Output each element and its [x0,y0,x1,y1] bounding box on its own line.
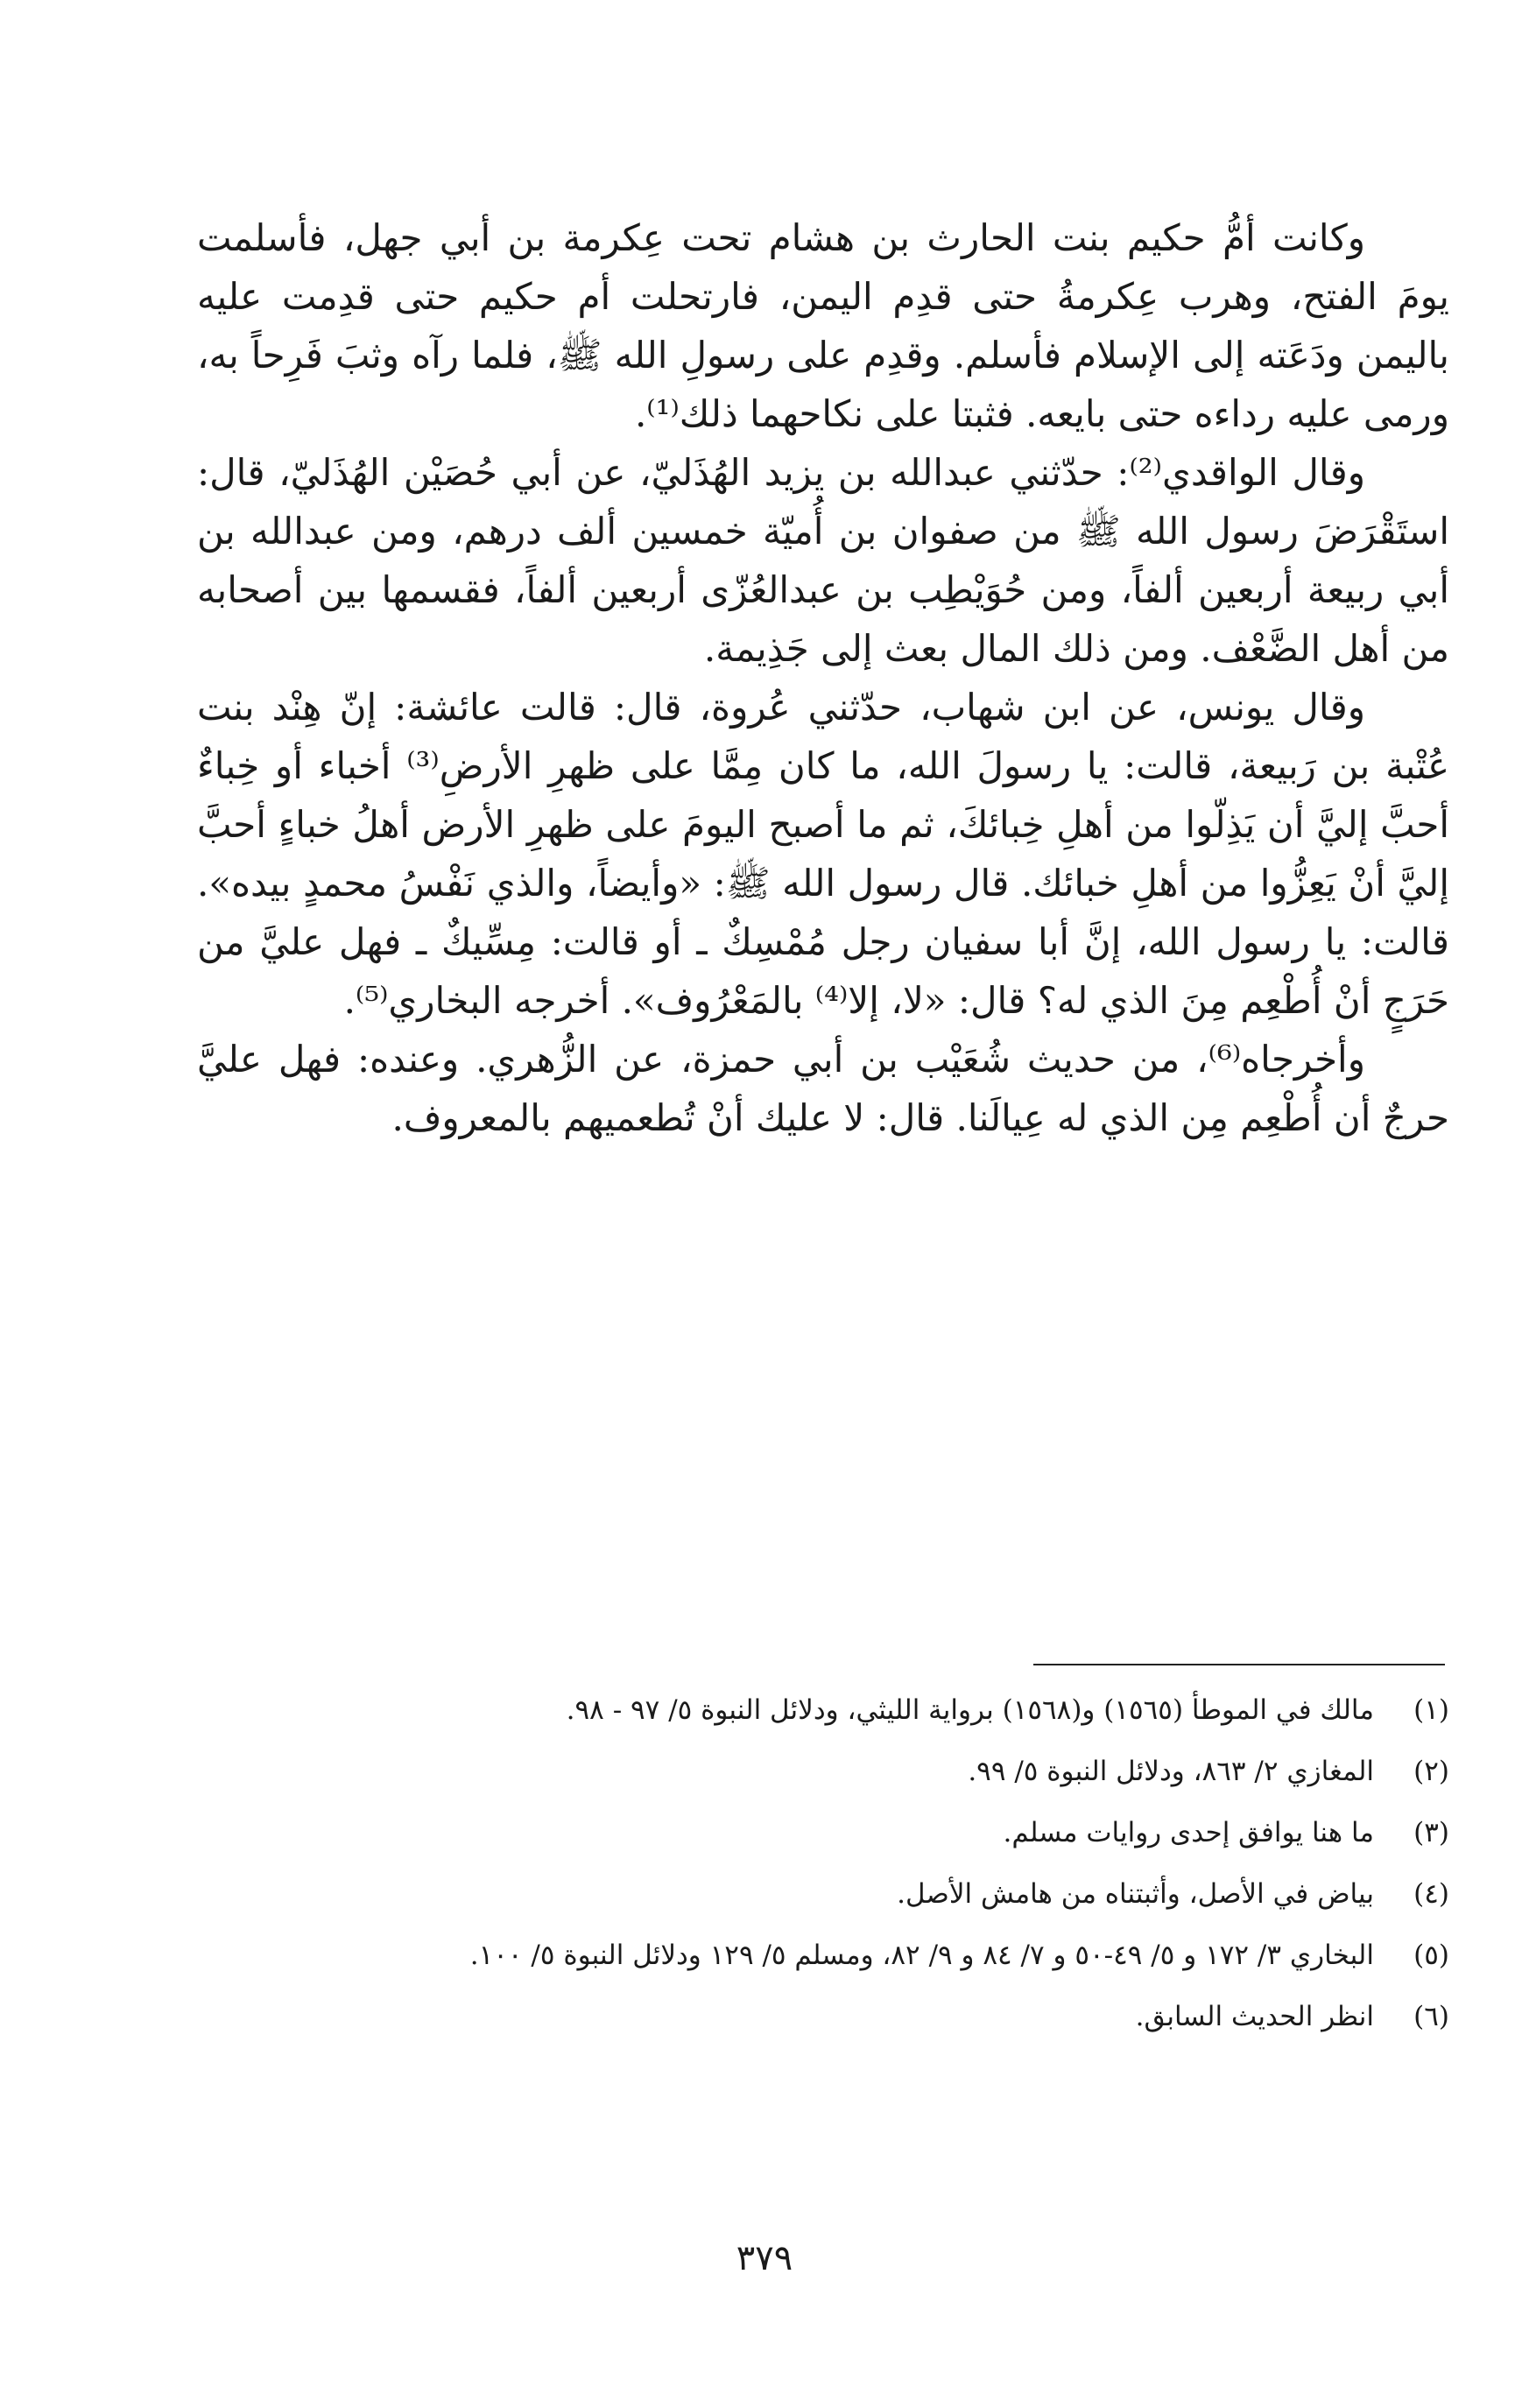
footnote-number: (٢) [1413,1756,1449,1787]
footnote-item [197,1931,1449,1980]
paragraph-waqidi: وقال الواقدي⁽²⁾: حدّثني عبدالله بن يزيد الهُذَليّ، عن أبي حُصَيْن الهُذَليّ، قال: استَقْرَضَ رسول الله ﷺ من صفوان بن أُميّة خمسين ألف درهم، ومن عبدالله بن أبي ربيعة أربعين ألفاً، ومن حُوَيْطِب بن عبدالعُزّى أربعين ألفاً، فقسمها بين أصحابه من أهل الضَّعْف. ومن ذلك المال بعث إلى جَذِيمة. [197,451,1449,670]
page-number: ٣٧٩ [736,2238,793,2278]
footnote-text: ما هنا يوافق إحدى روايات مسلم. [1003,1817,1374,1848]
footnote-text: البخاري ٣/ ١٧٢ و ٥/ ٤٩-٥٠ و ٧/ ٨٤ و ٩/ ٨٢، ومسلم ٥/ ١٢٩ ودلائل النبوة ٥/ ١٠٠. [469,1940,1374,1971]
footnote-number: (٣) [1413,1817,1449,1848]
paragraph-hind: وقال يونس، عن ابن شهاب، حدّثني عُروة، قال: قالت عائشة: إنّ هِنْد بنت عُتْبة بن رَبيعة، قالت: يا رسولَ الله، ما كان مِمَّا على ظهرِ الأرضِ⁽³⁾ أخباء أو خِباءٌ أحبَّ إليَّ أن يَذِلّوا من أهلِ خِبائكَ، ثم ما أصبح اليومَ على ظهرِ الأرض أهلُ خباءٍ أحبَّ إليَّ أنْ يَعِزُّوا من أهلِ خبائك. قال رسول الله ﷺ: «وأيضاً، والذي نَفْسُ محمدٍ بيده». قالت: يا رسول الله، إنَّ أبا سفيان رجل مُمْسِكٌ ـ أو قالت: مِسِّيكٌ ـ فهل عليَّ من حَرَجٍ أنْ أُطْعِم مِنَ الذي له؟ قال: «لا، إلا⁽⁴⁾ بالمَعْرُوف». أخرجه البخاري⁽⁵⁾. [197,686,1450,1022]
footnote-item [197,1869,1449,1919]
paragraph-akhrajah: وأخرجاه⁽⁶⁾، من حديث شُعَيْب بن أبي حمزة، عن الزُّهري. وعنده: فهل عليَّ حرجٌ أن أُطْعِم مِن الذي له عِيالَنا. قال: لا عليك أنْ تُطعميهم بالمعروف. [197,1038,1449,1139]
footnote-text: بياض في الأصل، وأثبتناه من هامش الأصل. [897,1878,1374,1910]
footnote-number: (٦) [1413,2001,1449,2032]
footnote-number: (١) [1413,1694,1449,1726]
footnote-item [197,1747,1449,1796]
footnote-separator [1033,1664,1445,1665]
footnote-item [197,1992,1449,2041]
main-text [197,208,1449,1147]
footnote-text: المغازي ٢/ ٨٦٣، ودلائل النبوة ٥/ ٩٩. [968,1756,1374,1787]
footnote-number: (٥) [1413,1940,1449,1971]
footnote-number: (٤) [1413,1878,1449,1910]
footnote-item [197,1686,1449,1735]
paragraph-umm-hakim: وكانت أمُّ حكيم بنت الحارث بن هشام تحت عِكرمة بن أبي جهل، فأسلمت يومَ الفتح، وهرب عِكرمةُ حتى قدِم اليمن، فارتحلت أم حكيم حتى قدِمت عليه باليمن ودَعَته إلى الإسلام فأسلم. وقدِم على رسولِ الله ﷺ، فلما رآه وثبَ فَرِحاً به، ورمى عليه رداءه حتى بايعه. فثبتا على نكاحهما ذلك⁽¹⁾. [197,216,1449,435]
footnote-text: انظر الحديث السابق. [1135,2001,1374,2032]
footnote-text: مالك في الموطأ (١٥٦٥) و(١٥٦٨) برواية الليثي، ودلائل النبوة ٥/ ٩٧ - ٩٨. [566,1694,1374,1726]
footnotes [197,1686,1449,2053]
footnote-item [197,1808,1449,1857]
